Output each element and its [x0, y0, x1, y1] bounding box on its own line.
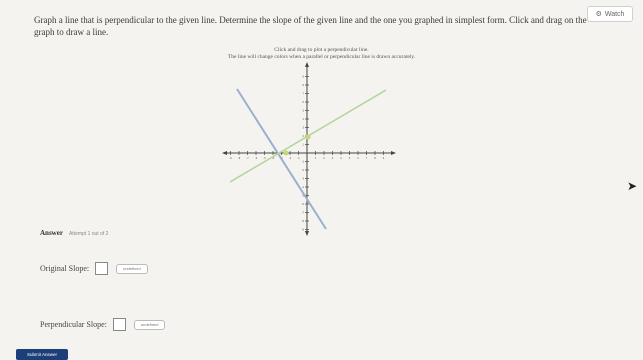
x-tick-label: -7 [246, 157, 249, 160]
original-slope-input[interactable] [95, 262, 108, 275]
x-tick-label: 3 [331, 157, 334, 160]
instruction-line-2: The line will change colors when a parallel or perpendicular line is drawn accurately. [227, 54, 416, 60]
mouse-cursor-icon: ➤ [627, 179, 638, 193]
y-tick-label: -6 [301, 203, 304, 206]
x-tick-label: -4 [271, 157, 275, 160]
question-text: Graph a line that is perpendicular to the given line. Determine the slope of the given line and the one you graphed in simplest form. Click and drag on the graph to draw a line. [34, 15, 587, 37]
x-axis-arrow-left [222, 151, 227, 155]
y-tick-label: 4 [302, 118, 304, 121]
y-tick-label: 2 [302, 135, 304, 138]
gear-icon: ⚙ [595, 11, 602, 18]
x-axis-arrow-right [391, 151, 396, 155]
answer-label: Answer [40, 229, 63, 237]
y-tick-label: -5 [301, 194, 304, 198]
y-tick-label: -8 [301, 220, 304, 223]
y-tick-label: 7 [302, 92, 304, 96]
x-tick-label: -6 [254, 157, 258, 160]
x-tick-label: 2 [323, 157, 325, 160]
y-tick-label: -7 [301, 211, 304, 215]
y-tick-label: -2 [301, 169, 304, 172]
x-tick-label: 9 [382, 157, 385, 160]
x-tick-label: 4 [340, 157, 342, 160]
attempt-counter: Attempt 1 out of 2 [68, 231, 109, 237]
perpendicular-slope-hint: undefined [134, 320, 166, 330]
y-axis-arrow-up [305, 62, 309, 67]
y-tick-label: 9 [302, 75, 304, 79]
x-tick-label: -9 [229, 157, 232, 160]
instruction-line-1: Click and drag to plot a perpendicular line. [274, 47, 369, 53]
line-point-2[interactable] [306, 135, 311, 140]
y-tick-label: 8 [302, 84, 304, 87]
x-tick-label: -5 [263, 157, 266, 160]
y-tick-label: -3 [301, 177, 304, 181]
original-slope-row [40, 262, 148, 275]
watch-button-label: Watch [604, 10, 625, 18]
submit-answer-button[interactable]: Submit Answer [16, 349, 68, 360]
y-tick-label: 5 [302, 109, 304, 113]
original-slope-label: Original Slope: [40, 264, 90, 273]
y-tick-label: 6 [302, 101, 304, 104]
original-slope-hint: undefined [116, 264, 148, 274]
x-tick-label: 1 [314, 157, 317, 160]
y-tick-label: -4 [301, 186, 304, 189]
x-tick-label: -1 [297, 157, 300, 160]
y-axis-arrow-down [305, 231, 309, 236]
perpendicular-slope-label: Perpendicular Slope: [40, 320, 107, 329]
y-tick-label: 1 [302, 143, 304, 147]
y-tick-label: -1 [301, 160, 304, 164]
x-tick-label: 8 [374, 157, 376, 160]
perpendicular-slope-input[interactable] [113, 318, 126, 331]
given-line [237, 89, 326, 229]
answer-header [40, 229, 108, 237]
x-tick-label: -2 [288, 157, 292, 160]
y-tick-label: -9 [301, 228, 304, 232]
x-tick-label: 5 [348, 157, 351, 160]
perpendicular-slope-row [40, 318, 165, 331]
y-tick-label: 3 [302, 126, 304, 130]
x-tick-label: 7 [365, 157, 368, 160]
x-tick-label: 6 [357, 157, 359, 160]
x-tick-label: -8 [237, 157, 241, 160]
line-point-1[interactable] [284, 151, 289, 156]
